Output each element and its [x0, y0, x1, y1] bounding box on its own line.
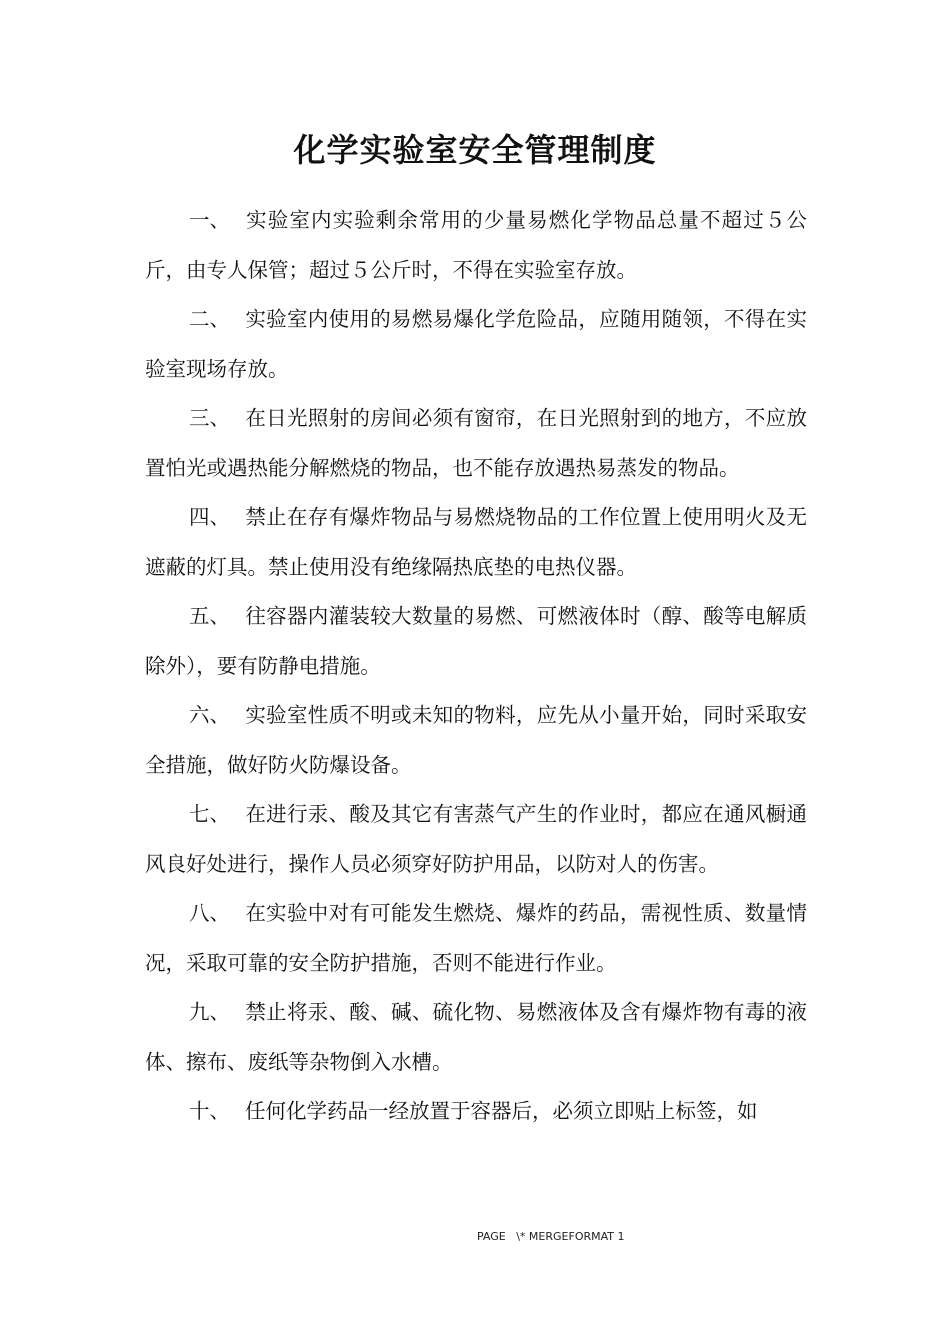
clause-text: 实验室内使用的易燃易爆化学危险品，应随用随领，不得在实验室现场存放。	[145, 307, 807, 381]
clause-number: 三、	[189, 406, 230, 430]
clause-text: 任何化学药品一经放置于容器后，必须立即贴上标签，如	[245, 1099, 758, 1123]
clause-number: 九、	[189, 1000, 230, 1024]
clause-text: 禁止在存有爆炸物品与易燃烧物品的工作位置上使用明火及无遮蔽的灯具。禁止使用没有绝缘隔热底垫的电热仪器。	[145, 505, 807, 579]
clause-number: 五、	[189, 604, 230, 628]
clause-number: 一、	[189, 208, 230, 232]
clause-number: 七、	[189, 802, 230, 826]
clause-4	[145, 493, 807, 592]
clause-text: 往容器内灌装较大数量的易燃、可燃液体时（醇、酸等电解质除外），要有防静电措施。	[145, 604, 807, 678]
clause-6	[145, 691, 807, 790]
clause-7	[145, 790, 807, 889]
clause-1	[145, 196, 807, 295]
clause-text: 实验室内实验剩余常用的少量易燃化学物品总量不超过５公斤，由专人保管；超过５公斤时，不得在实验室存放。	[145, 208, 807, 282]
clause-2	[145, 295, 807, 394]
clause-9	[145, 988, 807, 1087]
clause-8	[145, 889, 807, 988]
clause-10	[145, 1087, 807, 1137]
clause-text: 实验室性质不明或未知的物料，应先从小量开始，同时采取安全措施，做好防火防爆设备。	[145, 703, 807, 777]
clause-number: 四、	[189, 505, 230, 529]
clause-text: 在日光照射的房间必须有窗帘，在日光照射到的地方，不应放置怕光或遇热能分解燃烧的物品，也不能存放遇热易蒸发的物品。	[145, 406, 807, 480]
clause-text: 在进行汞、酸及其它有害蒸气产生的作业时，都应在通风橱通风良好处进行，操作人员必须穿好防护用品，以防对人的伤害。	[145, 802, 807, 876]
clause-text: 禁止将汞、酸、碱、硫化物、易燃液体及含有爆炸物有毒的液体、擦布、废纸等杂物倒入水槽。	[145, 1000, 807, 1074]
clause-number: 八、	[189, 901, 230, 925]
document-body	[145, 196, 807, 1137]
page-footer-field: PAGE \* MERGEFORMAT 1	[477, 1230, 625, 1243]
clause-number: 二、	[189, 307, 230, 331]
clause-5	[145, 592, 807, 691]
clause-3	[145, 394, 807, 493]
clause-number: 十、	[189, 1099, 230, 1123]
clause-number: 六、	[189, 703, 230, 727]
clause-text: 在实验中对有可能发生燃烧、爆炸的药品，需视性质、数量情况，采取可靠的安全防护措施，否则不能进行作业。	[145, 901, 807, 975]
document-title: 化学实验室安全管理制度	[293, 131, 657, 169]
